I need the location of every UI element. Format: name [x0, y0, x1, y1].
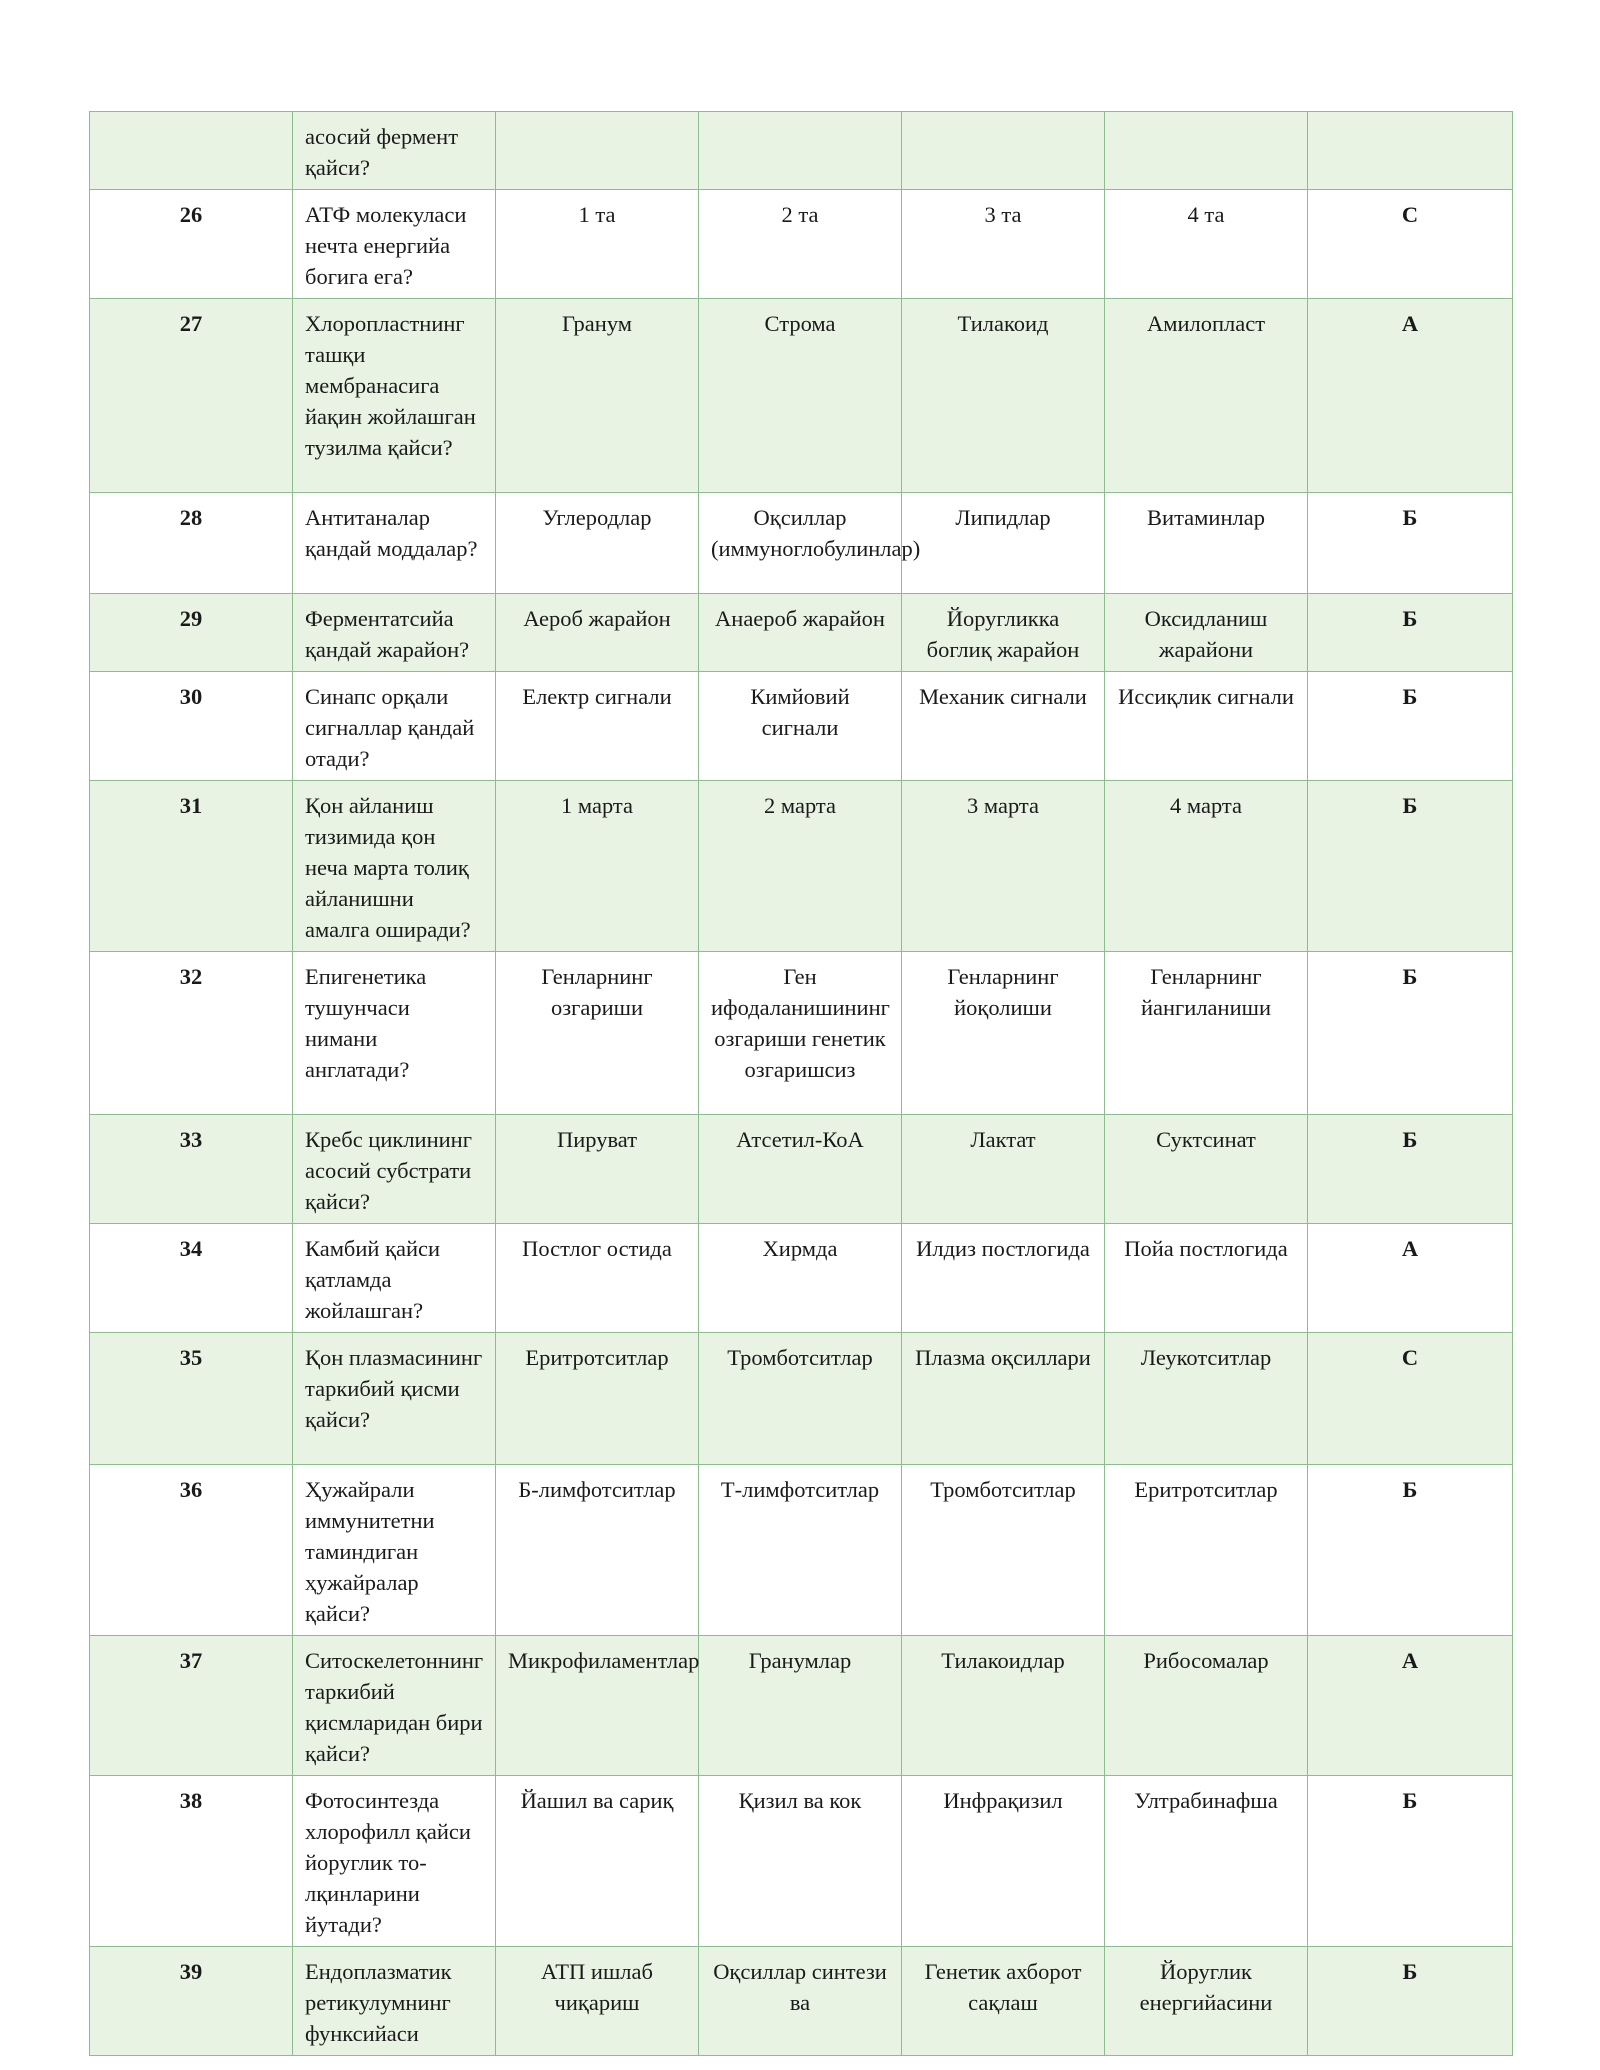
option-b: Кимйовий сигнали — [699, 672, 902, 781]
question-text: Қон плазмасининг таркибий қисми қайси? — [293, 1333, 496, 1465]
option-d — [1105, 112, 1308, 190]
option-b: Қизил ва кок — [699, 1776, 902, 1947]
correct-answer: Б — [1308, 1465, 1513, 1636]
option-a — [496, 112, 699, 190]
question-number: 38 — [90, 1776, 293, 1947]
option-c: Плазма оқсиллари — [902, 1333, 1105, 1465]
correct-answer: А — [1308, 299, 1513, 493]
correct-answer: Б — [1308, 594, 1513, 672]
correct-answer: Б — [1308, 1947, 1513, 2056]
option-c: Тромботситлар — [902, 1465, 1105, 1636]
option-d: Амилопласт — [1105, 299, 1308, 493]
table-row — [90, 190, 1513, 299]
question-number: 34 — [90, 1224, 293, 1333]
option-c: Илдиз постлогида — [902, 1224, 1105, 1333]
correct-answer: Б — [1308, 1776, 1513, 1947]
option-d: 4 та — [1105, 190, 1308, 299]
table-row — [90, 493, 1513, 594]
option-b: Атсетил-КоА — [699, 1115, 902, 1224]
question-number: 32 — [90, 952, 293, 1115]
option-d: Йоруглик енергийасини — [1105, 1947, 1308, 2056]
option-a: 1 марта — [496, 781, 699, 952]
question-number: 30 — [90, 672, 293, 781]
question-text: Қон айланиш тизимида қон неча марта толиқ айланишни амалга оширади? — [293, 781, 496, 952]
option-a: Аероб жарайон — [496, 594, 699, 672]
option-a: Гранум — [496, 299, 699, 493]
option-a: Углеродлар — [496, 493, 699, 594]
question-text: Антитаналар қандай моддалар? — [293, 493, 496, 594]
option-d: Еритротситлар — [1105, 1465, 1308, 1636]
option-c: 3 марта — [902, 781, 1105, 952]
question-text: Ферментатсийа қандай жарайон? — [293, 594, 496, 672]
question-number: 29 — [90, 594, 293, 672]
option-a: Генларнинг озгариши — [496, 952, 699, 1115]
correct-answer: С — [1308, 1333, 1513, 1465]
question-text: асосий фермент қайси? — [293, 112, 496, 190]
option-a: АТП ишлаб чиқариш — [496, 1947, 699, 2056]
option-c: Йоругликка боглиқ жарайон — [902, 594, 1105, 672]
table-row — [90, 594, 1513, 672]
question-text: Фотосинтезда хлорофилл қайси йоруглик то-лқинларини йутади? — [293, 1776, 496, 1947]
correct-answer: Б — [1308, 781, 1513, 952]
question-number: 26 — [90, 190, 293, 299]
option-d: Леукотситлар — [1105, 1333, 1308, 1465]
table-row — [90, 1636, 1513, 1776]
option-b: Оқсиллар (иммуноглобулинлар) — [699, 493, 902, 594]
correct-answer: А — [1308, 1224, 1513, 1333]
option-a: 1 та — [496, 190, 699, 299]
table-row — [90, 1333, 1513, 1465]
option-d: Витаминлар — [1105, 493, 1308, 594]
question-number: 39 — [90, 1947, 293, 2056]
table-row — [90, 1776, 1513, 1947]
correct-answer: А — [1308, 1636, 1513, 1776]
option-c: Тилакоидлар — [902, 1636, 1105, 1776]
question-text: Камбий қайси қатламда жойлашган? — [293, 1224, 496, 1333]
question-number: 35 — [90, 1333, 293, 1465]
quiz-table — [89, 111, 1513, 2056]
option-b: Хирмда — [699, 1224, 902, 1333]
option-d: Суктсинат — [1105, 1115, 1308, 1224]
option-d: 4 марта — [1105, 781, 1308, 952]
question-number — [90, 112, 293, 190]
correct-answer: Б — [1308, 493, 1513, 594]
option-d: Ултрабинафша — [1105, 1776, 1308, 1947]
question-text: Епигенетика тушунчаси нимани англатади? — [293, 952, 496, 1115]
option-b: Т-лимфотситлар — [699, 1465, 902, 1636]
option-b: 2 та — [699, 190, 902, 299]
question-number: 28 — [90, 493, 293, 594]
option-b: Гранумлар — [699, 1636, 902, 1776]
option-c: Инфрақизил — [902, 1776, 1105, 1947]
option-a: Б-лимфотситлар — [496, 1465, 699, 1636]
question-text: Ендоплазматик ретикулумнинг функсийаси — [293, 1947, 496, 2056]
question-number: 36 — [90, 1465, 293, 1636]
option-a: Йашил ва сариқ — [496, 1776, 699, 1947]
option-c: 3 та — [902, 190, 1105, 299]
table-row — [90, 1947, 1513, 2056]
option-d: Оксидланиш жарайони — [1105, 594, 1308, 672]
question-number: 33 — [90, 1115, 293, 1224]
option-b: Анаероб жарайон — [699, 594, 902, 672]
option-d: Пойа постлогида — [1105, 1224, 1308, 1333]
table-row — [90, 112, 1513, 190]
table-row — [90, 952, 1513, 1115]
question-number: 27 — [90, 299, 293, 493]
option-a: Микрофиламентлар — [496, 1636, 699, 1776]
option-b — [699, 112, 902, 190]
option-c: Тилакоид — [902, 299, 1105, 493]
option-b: 2 марта — [699, 781, 902, 952]
question-text: Синапс орқали сигналлар қандай отади? — [293, 672, 496, 781]
correct-answer: С — [1308, 190, 1513, 299]
table-row — [90, 1465, 1513, 1636]
table-row — [90, 781, 1513, 952]
option-b: Строма — [699, 299, 902, 493]
option-a: Пируват — [496, 1115, 699, 1224]
option-d: Иссиқлик сигнали — [1105, 672, 1308, 781]
option-c: Генларнинг йоқолиши — [902, 952, 1105, 1115]
option-c: Механик сигнали — [902, 672, 1105, 781]
option-d: Рибосомалар — [1105, 1636, 1308, 1776]
option-c: Лактат — [902, 1115, 1105, 1224]
question-number: 31 — [90, 781, 293, 952]
option-a: Електр сигнали — [496, 672, 699, 781]
option-c — [902, 112, 1105, 190]
option-c: Генетик ахборот сақлаш — [902, 1947, 1105, 2056]
table-row — [90, 1115, 1513, 1224]
option-a: Постлог остида — [496, 1224, 699, 1333]
question-text: Ситоскелетоннинг таркибий қисмларидан бири қайси? — [293, 1636, 496, 1776]
correct-answer: Б — [1308, 1115, 1513, 1224]
correct-answer: Б — [1308, 952, 1513, 1115]
option-b: Тромботситлар — [699, 1333, 902, 1465]
option-d: Генларнинг йангиланиши — [1105, 952, 1308, 1115]
table-row — [90, 1224, 1513, 1333]
correct-answer: Б — [1308, 672, 1513, 781]
correct-answer — [1308, 112, 1513, 190]
question-text: Ҳужайрали иммунитетни таминдиган ҳужайралар қайси? — [293, 1465, 496, 1636]
option-b: Ген ифодаланишининг озгариши генетик озгаришсиз — [699, 952, 902, 1115]
question-text: Кребс циклининг асосий субстрати қайси? — [293, 1115, 496, 1224]
option-b: Оқсиллар синтези ва — [699, 1947, 902, 2056]
option-a: Еритротситлар — [496, 1333, 699, 1465]
question-text: Хлоропластнинг ташқи мембранасига йақин жойлашган тузилма қайси? — [293, 299, 496, 493]
table-row — [90, 299, 1513, 493]
question-text: АТФ молекуласи нечта енергийа богига ега? — [293, 190, 496, 299]
table-row — [90, 672, 1513, 781]
option-c: Липидлар — [902, 493, 1105, 594]
question-number: 37 — [90, 1636, 293, 1776]
